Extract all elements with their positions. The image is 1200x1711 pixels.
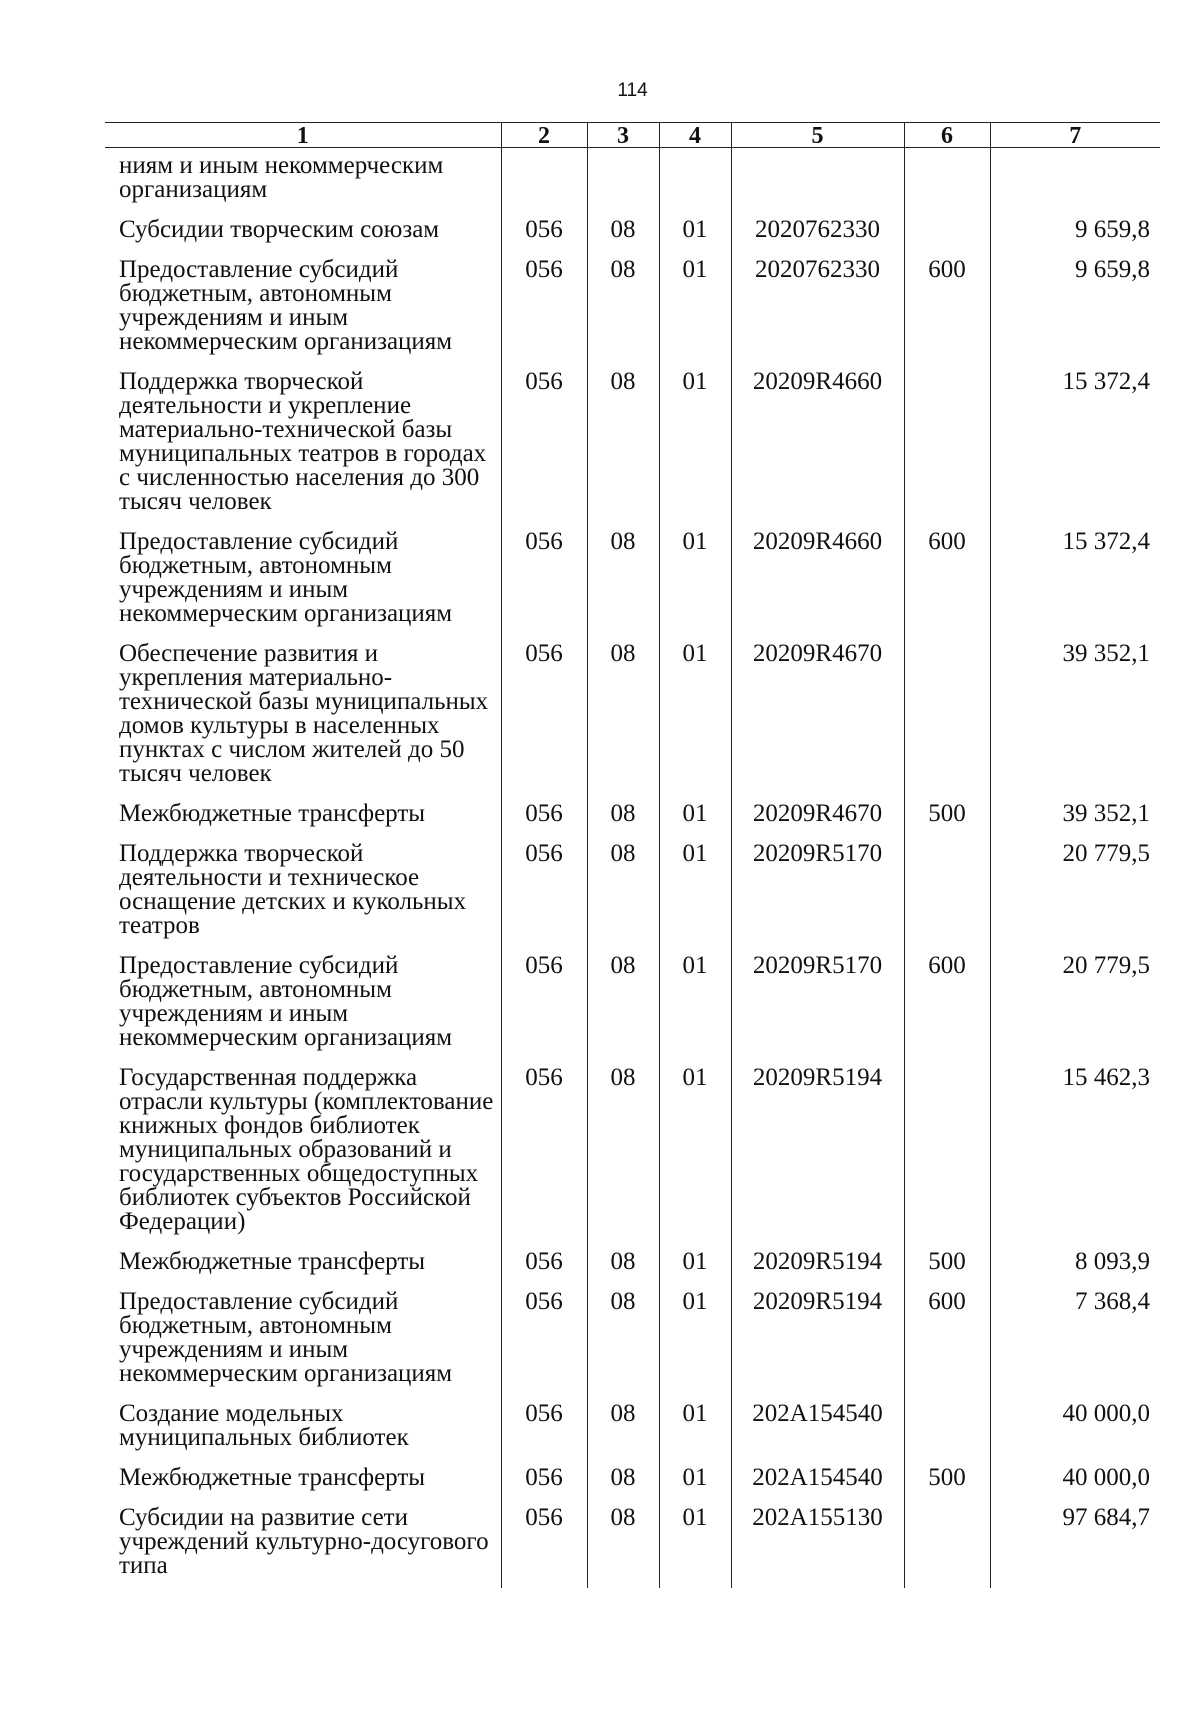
row-amount: 20 779,5 bbox=[990, 842, 1160, 954]
row-target-article: 20209R4660 bbox=[731, 370, 904, 530]
row-expense-type: 600 bbox=[904, 258, 990, 370]
row-name: Субсидии творческим союзам bbox=[119, 216, 440, 243]
table-row bbox=[105, 148, 1160, 219]
row-admin-code: 056 bbox=[501, 1506, 587, 1588]
row-target-article: 2020762330 bbox=[731, 258, 904, 370]
row-expense-type: 600 bbox=[904, 530, 990, 642]
table-row bbox=[105, 530, 1160, 642]
row-expense-type: 500 bbox=[904, 1466, 990, 1506]
row-amount: 40 000,0 bbox=[990, 1402, 1160, 1466]
table-row bbox=[105, 218, 1160, 258]
row-section-code: 08 bbox=[587, 258, 659, 370]
row-subsection-code: 01 bbox=[659, 954, 731, 1066]
row-expense-type bbox=[904, 218, 990, 258]
table-row bbox=[105, 1066, 1160, 1250]
row-section-code: 08 bbox=[587, 218, 659, 258]
row-name: Субсидии на развитие сети учреждений культурно-досугового типа bbox=[119, 1504, 489, 1579]
row-subsection-code bbox=[659, 148, 731, 219]
row-admin-code: 056 bbox=[501, 954, 587, 1066]
column-header-7: 7 bbox=[990, 123, 1160, 148]
row-subsection-code: 01 bbox=[659, 370, 731, 530]
row-section-code: 08 bbox=[587, 842, 659, 954]
row-subsection-code: 01 bbox=[659, 1250, 731, 1290]
row-subsection-code: 01 bbox=[659, 1466, 731, 1506]
row-name: Межбюджетные трансферты bbox=[119, 1248, 426, 1275]
column-header-3: 3 bbox=[587, 123, 659, 148]
row-subsection-code: 01 bbox=[659, 1506, 731, 1588]
row-expense-type bbox=[904, 1066, 990, 1250]
column-header-5: 5 bbox=[731, 123, 904, 148]
row-subsection-code: 01 bbox=[659, 1402, 731, 1466]
row-name: Государственная поддержка отрасли культуры (комплектование книжных фондов библиотек муниципальных образований и государственных общедоступных библиотек субъектов Российской Федерации) bbox=[119, 1064, 494, 1235]
row-admin-code: 056 bbox=[501, 1402, 587, 1466]
row-amount: 39 352,1 bbox=[990, 642, 1160, 802]
row-name: Межбюджетные трансферты bbox=[119, 1464, 426, 1491]
row-name: Предоставление субсидий бюджетным, автономным учреждениям и иным некоммерческим организациям bbox=[119, 952, 453, 1051]
row-target-article: 202A155130 bbox=[731, 1506, 904, 1588]
row-expense-type: 600 bbox=[904, 1290, 990, 1402]
row-admin-code bbox=[501, 148, 587, 219]
row-amount: 15 372,4 bbox=[990, 530, 1160, 642]
row-section-code: 08 bbox=[587, 954, 659, 1066]
row-expense-type: 500 bbox=[904, 802, 990, 842]
row-expense-type bbox=[904, 842, 990, 954]
row-name: Обеспечение развития и укрепления материально-технической базы муниципальных домов культуры в населенных пунктах с числом жителей до 50 тысяч человек bbox=[119, 640, 489, 787]
row-section-code: 08 bbox=[587, 1290, 659, 1402]
row-amount: 40 000,0 bbox=[990, 1466, 1160, 1506]
row-name: Поддержка творческой деятельности и техническое оснащение детских и кукольных театров bbox=[119, 840, 467, 939]
row-admin-code: 056 bbox=[501, 370, 587, 530]
table-row bbox=[105, 1466, 1160, 1506]
row-name: Межбюджетные трансферты bbox=[119, 800, 426, 827]
row-target-article: 20209R5194 bbox=[731, 1290, 904, 1402]
row-admin-code: 056 bbox=[501, 1250, 587, 1290]
row-amount: 15 372,4 bbox=[990, 370, 1160, 530]
row-subsection-code: 01 bbox=[659, 1066, 731, 1250]
row-amount bbox=[990, 148, 1160, 219]
row-section-code: 08 bbox=[587, 1466, 659, 1506]
row-name: Предоставление субсидий бюджетным, автономным учреждениям и иным некоммерческим организациям bbox=[119, 528, 453, 627]
row-subsection-code: 01 bbox=[659, 642, 731, 802]
table-row bbox=[105, 258, 1160, 370]
row-expense-type bbox=[904, 148, 990, 219]
row-target-article: 20209R5194 bbox=[731, 1250, 904, 1290]
row-expense-type bbox=[904, 370, 990, 530]
table-body bbox=[105, 148, 1160, 1589]
row-amount: 15 462,3 bbox=[990, 1066, 1160, 1250]
table-row bbox=[105, 370, 1160, 530]
row-amount: 39 352,1 bbox=[990, 802, 1160, 842]
table-row bbox=[105, 1402, 1160, 1466]
row-target-article: 20209R5170 bbox=[731, 954, 904, 1066]
row-admin-code: 056 bbox=[501, 642, 587, 802]
column-header-2: 2 bbox=[501, 123, 587, 148]
row-section-code: 08 bbox=[587, 370, 659, 530]
row-name: Создание модельных муниципальных библиотек bbox=[119, 1400, 409, 1451]
row-section-code: 08 bbox=[587, 1250, 659, 1290]
row-name: Предоставление субсидий бюджетным, автономным учреждениям и иным некоммерческим организациям bbox=[119, 256, 453, 355]
row-target-article: 20209R5170 bbox=[731, 842, 904, 954]
row-admin-code: 056 bbox=[501, 1290, 587, 1402]
row-amount: 9 659,8 bbox=[990, 218, 1160, 258]
row-section-code: 08 bbox=[587, 530, 659, 642]
row-section-code bbox=[587, 148, 659, 219]
row-name: ниям и иным некоммерческим организациям bbox=[119, 152, 444, 203]
row-subsection-code: 01 bbox=[659, 842, 731, 954]
row-subsection-code: 01 bbox=[659, 218, 731, 258]
row-section-code: 08 bbox=[587, 1402, 659, 1466]
row-subsection-code: 01 bbox=[659, 802, 731, 842]
row-name: Поддержка творческой деятельности и укрепление материально-технической базы муниципальных театров в городах с численностью населения до 300 тысяч человек bbox=[119, 368, 487, 515]
row-amount: 9 659,8 bbox=[990, 258, 1160, 370]
table-row bbox=[105, 1250, 1160, 1290]
table-row bbox=[105, 1506, 1160, 1588]
row-expense-type bbox=[904, 642, 990, 802]
column-header-6: 6 bbox=[904, 123, 990, 148]
row-subsection-code: 01 bbox=[659, 258, 731, 370]
table-row bbox=[105, 954, 1160, 1066]
row-section-code: 08 bbox=[587, 802, 659, 842]
column-header-4: 4 bbox=[659, 123, 731, 148]
row-subsection-code: 01 bbox=[659, 530, 731, 642]
row-target-article: 20209R4660 bbox=[731, 530, 904, 642]
row-amount: 8 093,9 bbox=[990, 1250, 1160, 1290]
row-expense-type: 500 bbox=[904, 1250, 990, 1290]
row-section-code: 08 bbox=[587, 1506, 659, 1588]
row-amount: 97 684,7 bbox=[990, 1506, 1160, 1588]
table-row bbox=[105, 802, 1160, 842]
row-section-code: 08 bbox=[587, 1066, 659, 1250]
row-section-code: 08 bbox=[587, 642, 659, 802]
row-admin-code: 056 bbox=[501, 1066, 587, 1250]
row-name: Предоставление субсидий бюджетным, автономным учреждениям и иным некоммерческим организациям bbox=[119, 1288, 453, 1387]
header-row bbox=[105, 123, 1160, 148]
row-target-article bbox=[731, 148, 904, 219]
row-admin-code: 056 bbox=[501, 530, 587, 642]
row-admin-code: 056 bbox=[501, 258, 587, 370]
row-expense-type bbox=[904, 1506, 990, 1588]
budget-table bbox=[105, 122, 1160, 1588]
row-target-article: 202A154540 bbox=[731, 1466, 904, 1506]
table-row bbox=[105, 642, 1160, 802]
row-amount: 7 368,4 bbox=[990, 1290, 1160, 1402]
row-target-article: 20209R4670 bbox=[731, 802, 904, 842]
row-expense-type: 600 bbox=[904, 954, 990, 1066]
row-subsection-code: 01 bbox=[659, 1290, 731, 1402]
row-target-article: 20209R4670 bbox=[731, 642, 904, 802]
row-expense-type bbox=[904, 1402, 990, 1466]
row-admin-code: 056 bbox=[501, 1466, 587, 1506]
table-row bbox=[105, 842, 1160, 954]
row-admin-code: 056 bbox=[501, 842, 587, 954]
column-header-1: 1 bbox=[105, 123, 501, 148]
row-target-article: 2020762330 bbox=[731, 218, 904, 258]
row-admin-code: 056 bbox=[501, 802, 587, 842]
row-admin-code: 056 bbox=[501, 218, 587, 258]
row-amount: 20 779,5 bbox=[990, 954, 1160, 1066]
table-row bbox=[105, 1290, 1160, 1402]
row-target-article: 20209R5194 bbox=[731, 1066, 904, 1250]
page-number: 114 bbox=[617, 80, 648, 101]
row-target-article: 202A154540 bbox=[731, 1402, 904, 1466]
